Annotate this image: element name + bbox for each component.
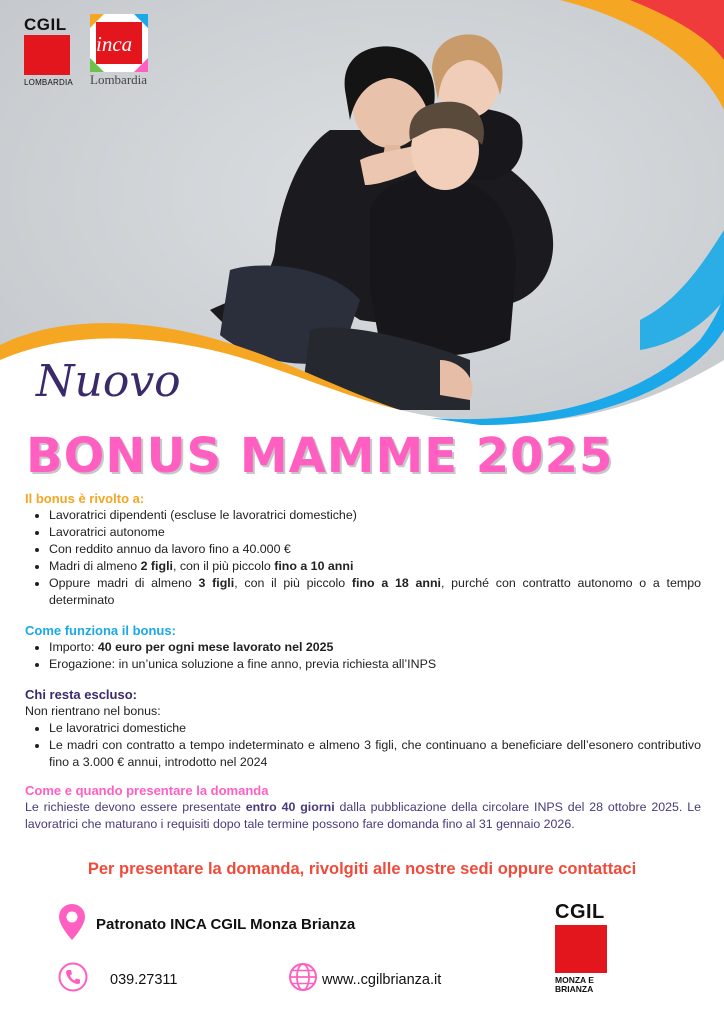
- bold-span: fino a 10 anni: [274, 559, 354, 573]
- list-item: • Le lavoratrici domestiche: [49, 720, 701, 737]
- location-pin-icon: [58, 903, 86, 946]
- inca-logo-sub: Lombardia: [90, 72, 148, 87]
- list-item: [49, 575, 701, 609]
- section-title-funziona: Come funziona il bonus:: [25, 623, 176, 638]
- section-title-domanda: Come e quando presentare la domanda: [25, 783, 269, 798]
- list-item: • Erogazione: in un’unica soluzione a fine anno, previa richiesta all’INPS: [49, 656, 701, 673]
- section-title-escluso: Chi resta escluso:: [25, 687, 137, 702]
- domanda-paragraph: [25, 799, 701, 833]
- bold-span: 3 figli: [198, 576, 235, 590]
- content-body: [25, 490, 701, 833]
- list-item: • Le madri con contratto a tempo indeterminato e almeno 3 figli, che continuano a beneficiare dell’esonero contributivo fino a 3.000 € annui, introdotto nel 2024: [49, 737, 701, 771]
- text-span: Importo:: [49, 640, 98, 654]
- cta-text: Per presentare la domanda, rivolgiti alle nostre sedi oppure contattaci: [87, 860, 637, 878]
- text-span: Oppure madri di almeno: [49, 576, 199, 590]
- nuovo-script-word: Nuovo: [36, 356, 181, 407]
- inca-logo-word: inca: [96, 32, 133, 56]
- list-item: • Lavoratrici dipendenti (escluse le lavoratrici domestiche): [49, 507, 701, 524]
- office-contact: [58, 903, 355, 946]
- text-span: , purché con contratto autonomo o a tempo determinato: [49, 576, 701, 607]
- list-item: [49, 639, 701, 656]
- globe-icon: [288, 962, 318, 997]
- cgil-logo-sub-line2: BRIANZA: [555, 984, 594, 994]
- page-title: BONUS MAMME 2025: [26, 428, 614, 484]
- cgil-logo-sub: LOMBARDIA: [24, 78, 73, 87]
- cgil-logo-square: [24, 35, 70, 75]
- cgil-lombardia-logo: [24, 16, 72, 87]
- list-rivolto: [25, 507, 701, 609]
- web-contact[interactable]: [288, 962, 441, 997]
- cgil-logo-word: CGIL: [555, 901, 605, 923]
- text-span: , con il più piccolo: [234, 576, 352, 590]
- text-span: Madri di almeno: [49, 559, 141, 573]
- bold-span: entro 40 giorni: [245, 800, 335, 814]
- escluso-intro: Non rientrano nel bonus:: [25, 704, 161, 718]
- bold-span: 40 euro per ogni mese lavorato nel 2025: [97, 640, 334, 654]
- inca-lombardia-logo: [90, 14, 152, 88]
- list-escluso: [25, 720, 701, 771]
- list-funziona: [25, 639, 701, 673]
- text-span: Le richieste devono essere presentate: [25, 800, 246, 814]
- cgil-logo-sub-line1: MONZA E: [555, 975, 594, 985]
- text-span: , con il più piccolo: [172, 559, 275, 573]
- phone-contact[interactable]: [58, 962, 177, 997]
- cgil-logo-square: [555, 925, 607, 973]
- list-item: [49, 558, 701, 575]
- phone-icon: [58, 962, 88, 997]
- bold-span: 2 figli: [140, 559, 173, 573]
- list-item: • Con reddito annuo da lavoro fino a 40.000 €: [49, 541, 701, 558]
- inca-logo-mark: [90, 14, 148, 72]
- text-span: dalla pubblicazione della circolare INPS del 28 ottobre 2025. Le lavoratrici che maturano i requisiti dopo tale termine possono fare domanda fino al 31 gennaio 2026.: [25, 800, 702, 831]
- list-item: • Lavoratrici autonome: [49, 524, 701, 541]
- office-label: Patronato INCA CGIL Monza Brianza: [96, 916, 356, 933]
- section-title-rivolto: Il bonus è rivolto a:: [25, 491, 145, 506]
- cgil-logo-word: CGIL: [24, 15, 67, 34]
- website-link: www..cgilbrianza.it: [322, 971, 442, 988]
- phone-number: 039.27311: [110, 971, 178, 988]
- cgil-monza-brianza-logo: [555, 902, 609, 994]
- bold-span: fino a 18 anni: [351, 576, 441, 590]
